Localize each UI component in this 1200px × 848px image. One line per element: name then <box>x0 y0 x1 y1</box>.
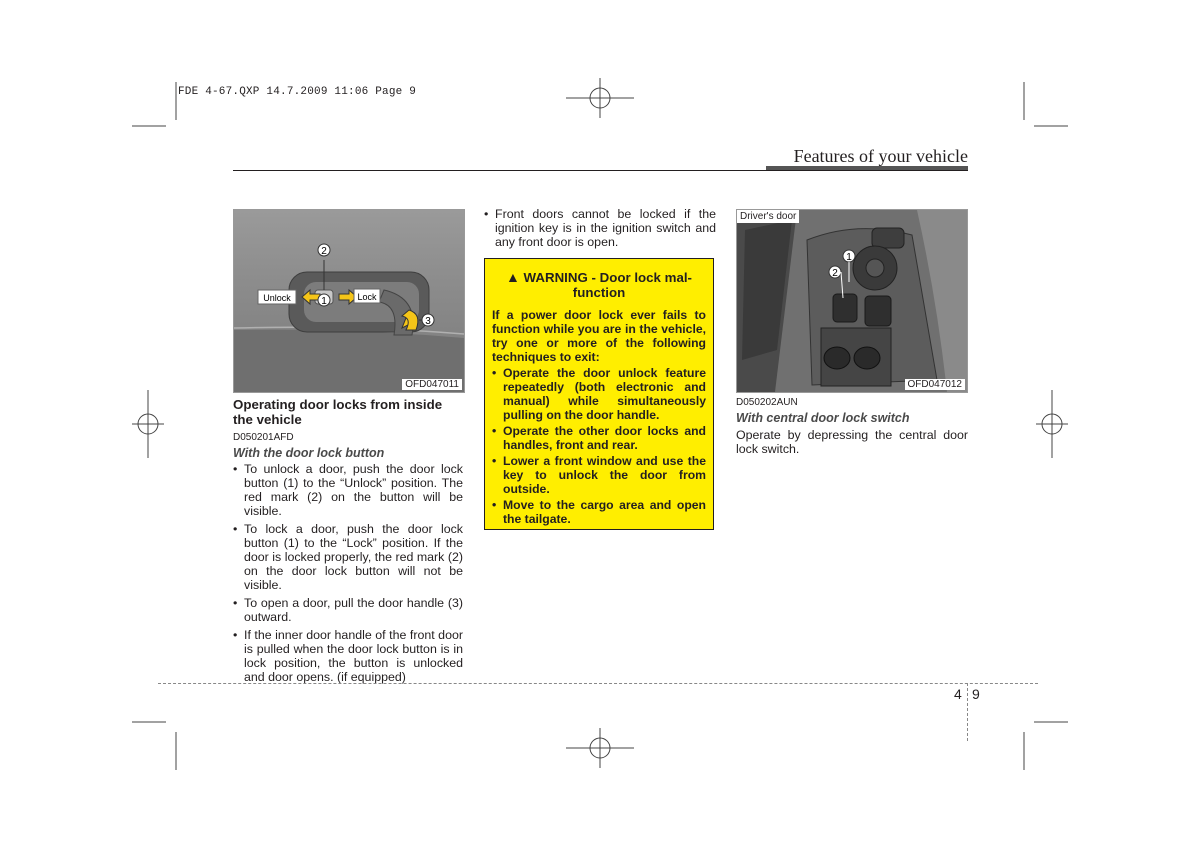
door-handle-photo <box>233 209 465 393</box>
list-item: • Operate the door unlock feature repeatedly (both electronic and manual) while simultaneously pulling on the door handle. <box>492 366 706 422</box>
callout-2: 2 <box>321 246 327 257</box>
warning-title: ▲ WARNING - Door lock mal- function <box>505 269 692 300</box>
list-item: • To lock a door, push the door lock button (1) to the “Lock” position. If the door is locked properly, the red mark (2) on the door lock button will not be visible. <box>233 522 463 592</box>
instruction-list <box>484 207 716 249</box>
column-2 <box>484 207 716 253</box>
callout-3: 3 <box>425 316 431 327</box>
printer-slug: FDE 4-67.QXP 14.7.2009 11:06 Page 9 <box>178 86 417 98</box>
section-title: Features of your vehicle <box>793 146 968 166</box>
instruction-list <box>233 462 463 684</box>
column-3 <box>736 397 968 456</box>
chapter-number: 4 <box>954 686 962 702</box>
list-item: • To open a door, pull the door handle (3) outward. <box>233 596 463 624</box>
list-item: • Move to the cargo area and open the tailgate. <box>492 498 706 526</box>
label-lock: Lock <box>357 292 377 302</box>
paragraph: Operate by depressing the central door lock switch. <box>736 428 968 456</box>
footer-divider <box>967 683 968 741</box>
warning-triangle-icon: ▲ <box>505 269 520 285</box>
header-rule <box>233 170 968 171</box>
header-bar <box>766 166 968 170</box>
callout-2: 2 <box>832 268 838 279</box>
label-unlock: Unlock <box>263 293 291 303</box>
figure-code: OFD047012 <box>905 379 965 390</box>
door-switch-photo <box>736 209 968 393</box>
list-item: • Front doors cannot be locked if the ignition key is in the ignition switch and any front door is open. <box>484 207 716 249</box>
figure-code: OFD047011 <box>402 379 462 390</box>
warning-list <box>492 366 706 526</box>
warning-box <box>484 258 714 530</box>
callout-1: 1 <box>846 252 852 263</box>
door-handle-illustration <box>234 210 464 392</box>
callout-1: 1 <box>321 296 327 307</box>
warning-intro: If a power door lock ever fails to function while you are in the vehicle, try one or more of the following techniques to exit: <box>492 308 706 364</box>
door-switch-illustration <box>737 210 967 392</box>
column-1 <box>233 397 463 688</box>
section-code: D050202AUN <box>736 397 798 408</box>
list-item: • Lower a front window and use the key to unlock the door from outside. <box>492 454 706 496</box>
warning-body <box>485 308 713 526</box>
list-item: • If the inner door handle of the front door is pulled when the door lock button is in lock position, the button is unlocked and door opens. (if equipped) <box>233 628 463 684</box>
section-heading: Operating door locks from inside the vehicle <box>233 397 443 427</box>
subheading: With the door lock button <box>233 446 385 460</box>
footer-rule <box>158 683 1038 684</box>
page-number: 9 <box>972 686 980 702</box>
section-code: D050201AFD <box>233 432 294 443</box>
figure-tag: Driver's door <box>737 210 799 223</box>
list-item: • To unlock a door, push the door lock button (1) to the “Unlock” position. The red mark (2) on the button will be visible. <box>233 462 463 518</box>
subheading: With central door lock switch <box>736 411 910 425</box>
list-item: • Operate the other door locks and handles, front and rear. <box>492 424 706 452</box>
